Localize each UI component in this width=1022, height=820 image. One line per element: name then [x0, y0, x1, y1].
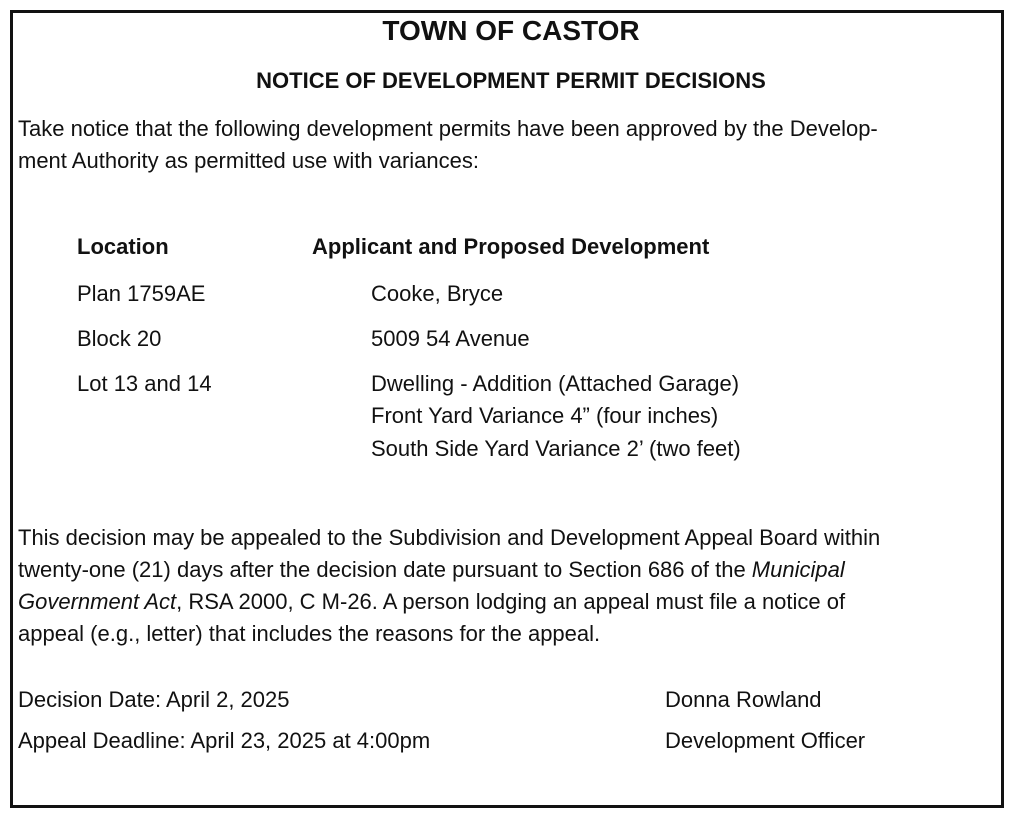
applicant-name: Cooke, Bryce: [371, 281, 504, 306]
officer-name: Donna Rowland: [665, 687, 822, 712]
appeal-line-2-text: twenty-one (21) days after the decision date pursuant to Section 686 of the: [18, 557, 752, 582]
location-lot: Lot 13 and 14: [77, 371, 212, 396]
development-description: Dwelling - Addition (Attached Garage): [371, 371, 740, 396]
act-name-part-2: Government Act: [18, 589, 177, 614]
appeal-line-3: [18, 586, 1008, 618]
appeal-line-2: [18, 554, 1008, 586]
notice-subtitle: NOTICE OF DEVELOPMENT PERMIT DECISIONS: [256, 68, 766, 93]
appeal-line-1: This decision may be appealed to the Subdivision and Development Appeal Board within: [18, 525, 881, 550]
notice-title: TOWN OF CASTOR: [382, 15, 640, 46]
intro-paragraph: [18, 113, 1008, 177]
appeal-deadline: Appeal Deadline: April 23, 2025 at 4:00pm: [18, 728, 431, 753]
appeal-line-3-text: , RSA 2000, C M-26. A person lodging an appeal must file a notice of: [176, 589, 846, 614]
intro-line-2: ment Authority as permitted use with variances:: [18, 148, 479, 173]
location-block: Block 20: [77, 326, 162, 351]
location-plan: Plan 1759AE: [77, 281, 206, 306]
appeal-line-4: appeal (e.g., letter) that includes the reasons for the appeal.: [18, 621, 601, 646]
officer-title: Development Officer: [665, 728, 866, 753]
applicant-header: Applicant and Proposed Development: [312, 234, 710, 259]
front-yard-variance: Front Yard Variance 4” (four inches): [371, 403, 719, 428]
side-yard-variance: South Side Yard Variance 2’ (two feet): [371, 436, 741, 461]
appeal-paragraph: [18, 522, 1008, 650]
intro-line-1: Take notice that the following development permits have been approved by the Develop-: [18, 116, 878, 141]
applicant-address: 5009 54 Avenue: [371, 326, 530, 351]
location-header: Location: [77, 234, 169, 259]
act-name-part-1: Municipal: [751, 557, 845, 582]
decision-date: Decision Date: April 2, 2025: [18, 687, 290, 712]
